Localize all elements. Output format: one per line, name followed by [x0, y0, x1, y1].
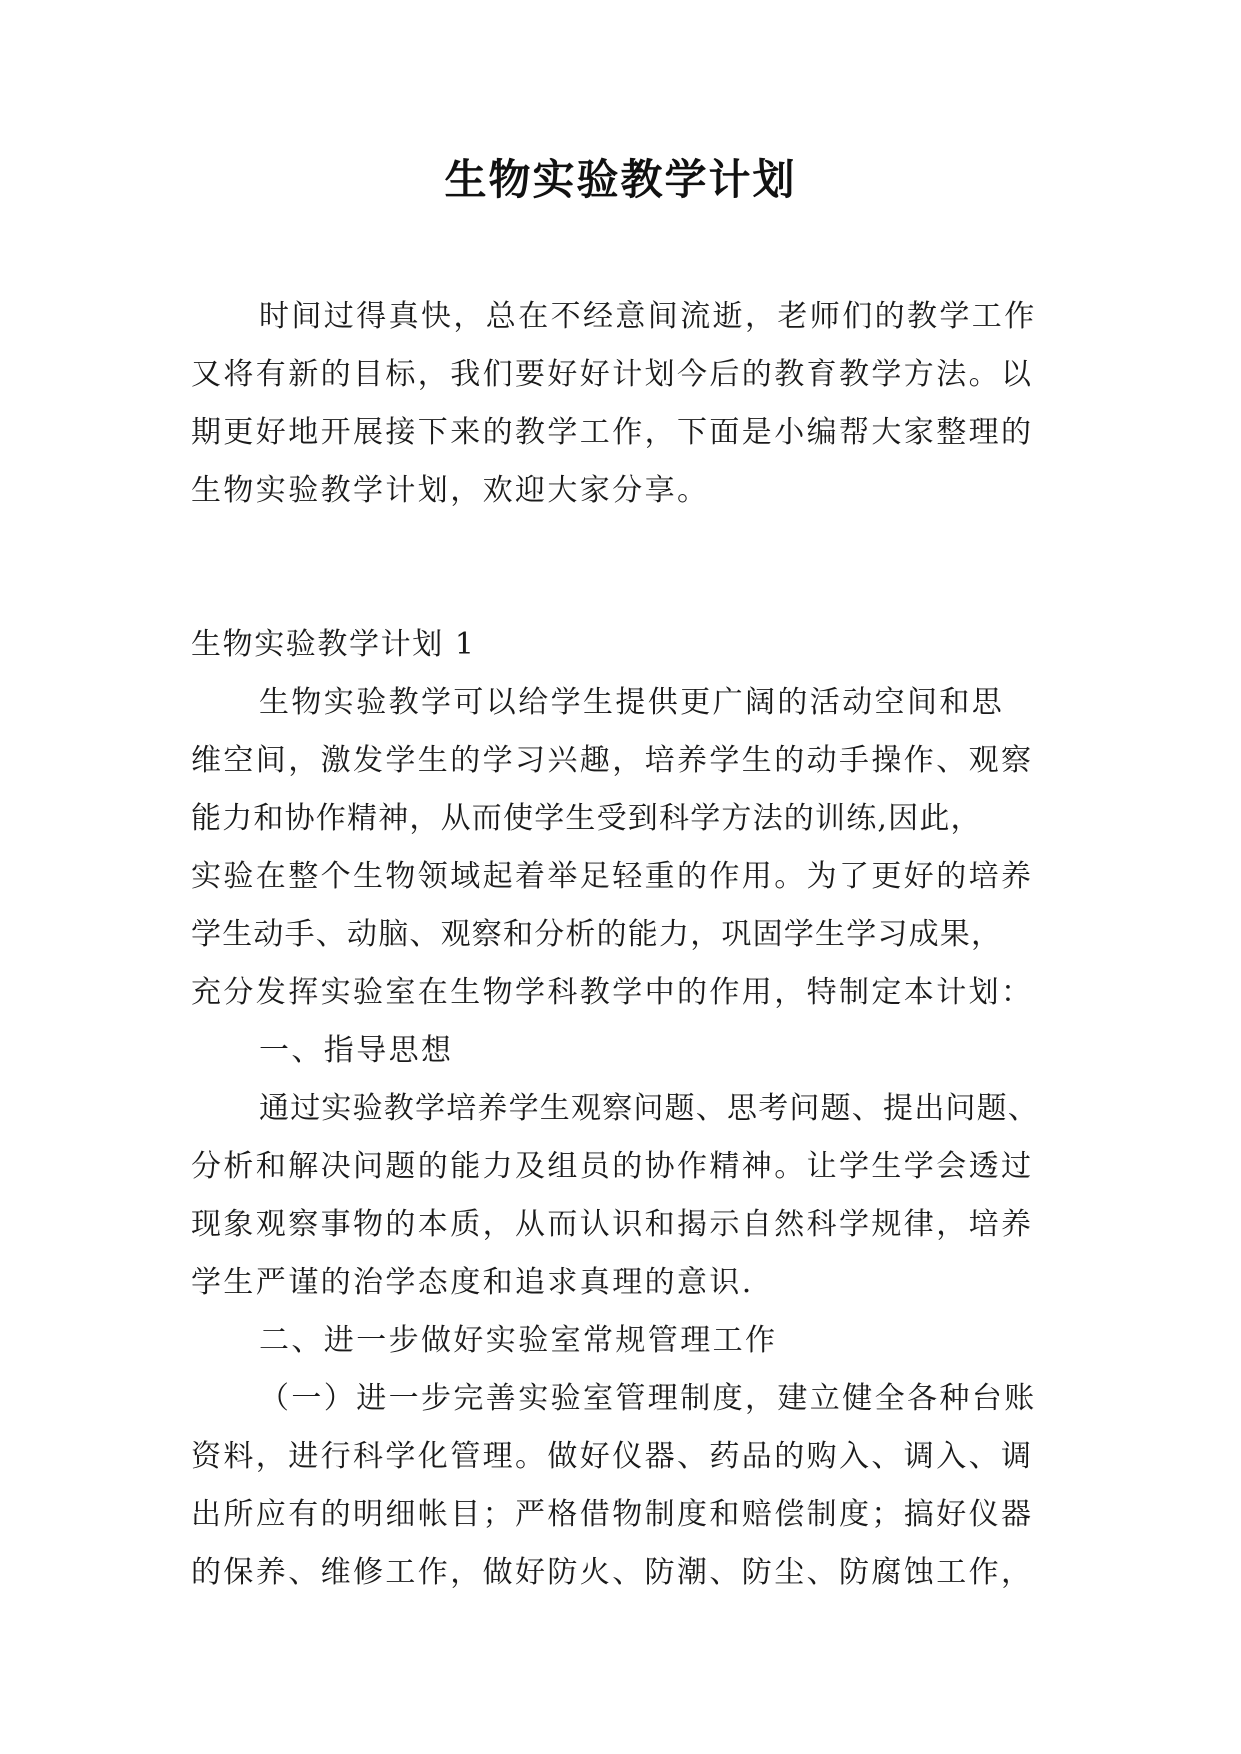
paragraph-line: （一）进一步完善实验室管理制度，建立健全各种台账 [259, 1381, 1037, 1416]
intro-line: 时间过得真快，总在不经意间流逝，老师们的教学工作 [259, 299, 1037, 334]
paragraph-line: 资料，进行科学化管理。做好仪器、药品的购入、调入、调 [191, 1439, 1034, 1474]
intro-paragraph [191, 288, 1055, 520]
paragraph-spacer [191, 520, 1055, 578]
paragraph-line: 出所应有的明细帐目；严格借物制度和赔偿制度；搞好仪器 [191, 1497, 1034, 1532]
body-paragraph [191, 674, 1055, 1022]
paragraph-line: 学生严谨的治学态度和追求真理的意识. [191, 1265, 754, 1300]
paragraph-line: 实验在整个生物领域起着举足轻重的作用。为了更好的培养 [191, 859, 1034, 894]
intro-line: 生物实验教学计划，欢迎大家分享。 [191, 473, 710, 508]
section-heading: 生物实验教学计划 1 [191, 627, 476, 662]
subsection-heading: 一、指导思想 [259, 1033, 454, 1068]
body-paragraph [191, 1370, 1055, 1602]
intro-line: 期更好地开展接下来的教学工作，下面是小编帮大家整理的 [191, 415, 1034, 450]
paragraph-line: 学生动手、动脑、观察和分析的能力，巩固学生学习成果， [191, 917, 1003, 952]
subsection-heading: 二、进一步做好实验室常规管理工作 [259, 1323, 778, 1358]
paragraph-line: 通过实验教学培养学生观察问题、思考问题、提出问题、 [259, 1091, 1039, 1126]
body-paragraph [191, 1080, 1055, 1312]
document-title: 生物实验教学计划 [444, 155, 797, 204]
paragraph-line: 分析和解决问题的能力及组员的协作精神。让学生学会透过 [191, 1149, 1034, 1184]
paragraph-line: 充分发挥实验室在生物学科教学中的作用，特制定本计划： [191, 975, 1034, 1010]
intro-line: 又将有新的目标，我们要好好计划今后的教育教学方法。以 [191, 357, 1034, 392]
paragraph-line: 生物实验教学可以给学生提供更广阔的活动空间和思 [259, 685, 1005, 720]
paragraph-line: 的保养、维修工作，做好防火、防潮、防尘、防腐蚀工作， [191, 1555, 1034, 1590]
paragraph-line: 能力和协作精神，从而使学生受到科学方法的训练,因此， [191, 801, 982, 836]
document-body [191, 288, 1055, 1602]
paragraph-line: 维空间，激发学生的学习兴趣，培养学生的动手操作、观察 [191, 743, 1034, 778]
paragraph-line: 现象观察事物的本质，从而认识和揭示自然科学规律，培养 [191, 1207, 1034, 1242]
paragraph-spacer [191, 578, 1055, 616]
